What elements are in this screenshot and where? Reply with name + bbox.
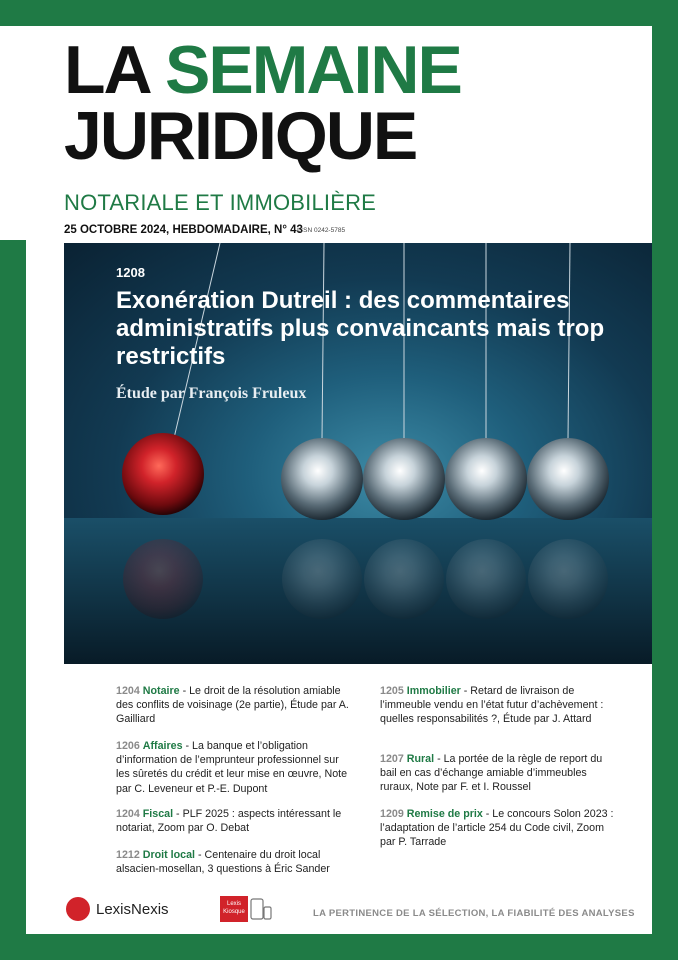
silver-ball-4 <box>527 438 609 520</box>
kiosque-label-line2: Kiosque <box>223 909 245 915</box>
green-frame-right <box>652 0 678 960</box>
lexis-kiosque-badge <box>220 896 248 922</box>
toc-entry-category: Notaire <box>142 685 180 697</box>
toc-entry <box>116 848 354 876</box>
masthead-title-line2: JURIDIQUE <box>64 98 417 174</box>
feature-article-title: Exonération Dutreil : des commentaires administratifs plus convaincants mais trop restrictifs <box>116 287 605 370</box>
toc-entry-category: Droit local <box>142 849 196 861</box>
publisher-tagline: LA PERTINENCE DE LA SÉLECTION, LA FIABILITÉ DES ANALYSES <box>313 908 635 919</box>
cover-feature-image <box>64 243 652 664</box>
toc-entry <box>380 752 620 795</box>
toc-entry <box>116 807 354 835</box>
red-ball <box>122 433 204 515</box>
toc-entry-number: 1205 <box>380 685 404 697</box>
green-frame-left <box>0 240 26 960</box>
green-frame-top <box>0 0 678 26</box>
toc-entry-text: - Le concours Solon 2023 : l’adaptation de l’article 254 du Code civil, Zoom par P. Tarrade <box>380 808 614 849</box>
toc-entry-category: Immobilier <box>406 685 461 697</box>
feature-article-number: 1208 <box>116 265 145 280</box>
toc-entry-text: - Centenaire du droit local alsacien-mosellan, 3 questions à Éric Sander <box>116 849 330 876</box>
toc-entry <box>116 739 354 796</box>
toc-entry-text: - Le droit de la résolution amiable des conflits de voisinage (2e partie), Étude par A. Gailliard <box>116 685 349 726</box>
masthead-word-semaine: SEMAINE <box>165 32 461 108</box>
silver-ball-3 <box>445 438 527 520</box>
toc-entry-category: Fiscal <box>142 808 174 820</box>
toc-entry <box>380 684 620 727</box>
toc-entry-number: 1204 <box>116 808 140 820</box>
feature-article-author: Étude par François Fruleux <box>116 385 307 402</box>
toc-entry-number: 1206 <box>116 740 140 752</box>
toc-entry-text: - PLF 2025 : aspects intéressant le notariat, Zoom par O. Debat <box>116 808 342 835</box>
issue-dateline: 25 OCTOBRE 2024, HEBDOMADAIRE, N° 43 <box>64 224 303 236</box>
silver-ball-1 <box>281 438 363 520</box>
green-frame-bottom <box>0 934 678 960</box>
toc-entry-text: - La banque et l’obligation d’information de l’emprunteur professionnel sur les sûretés du crédit et leur mise en œuvre, Note par C. Leveneur et P.-E. Dupont <box>116 740 348 795</box>
toc-entry-text: - Retard de livraison de l’immeuble vendu en l’état futur d’achèvement : quelles responsabilités ?, Étude par J. Attard <box>380 685 604 726</box>
toc-entry-text: - La portée de la règle de report du bail en cas d’échange amiable d’immeubles ruraux, Note par F. et I. Roussel <box>380 753 603 794</box>
toc-entry-category: Affaires <box>142 740 183 752</box>
masthead-subtitle: NOTARIALE ET IMMOBILIÈRE <box>64 190 377 215</box>
kiosque-label-line1: Lexis <box>226 901 241 907</box>
toc-entry-category: Remise de prix <box>406 808 483 820</box>
toc-entry <box>116 684 354 727</box>
masthead-title-line1 <box>64 34 461 106</box>
toc-entry <box>380 807 620 850</box>
silver-ball-2 <box>363 438 445 520</box>
issn-number: ISSN 0242-5785 <box>297 227 346 234</box>
lexisnexis-emblem-icon <box>66 897 90 921</box>
toc-entry-number: 1204 <box>116 685 140 697</box>
masthead-word-la: LA <box>64 32 149 108</box>
toc-entry-number: 1207 <box>380 753 404 765</box>
toc-entry-number: 1212 <box>116 849 140 861</box>
toc-entry-number: 1209 <box>380 808 404 820</box>
devices-icon <box>250 898 272 922</box>
publisher-name: LexisNexis <box>96 900 169 918</box>
toc-entry-category: Rural <box>406 753 435 765</box>
lexisnexis-logo <box>66 896 169 922</box>
